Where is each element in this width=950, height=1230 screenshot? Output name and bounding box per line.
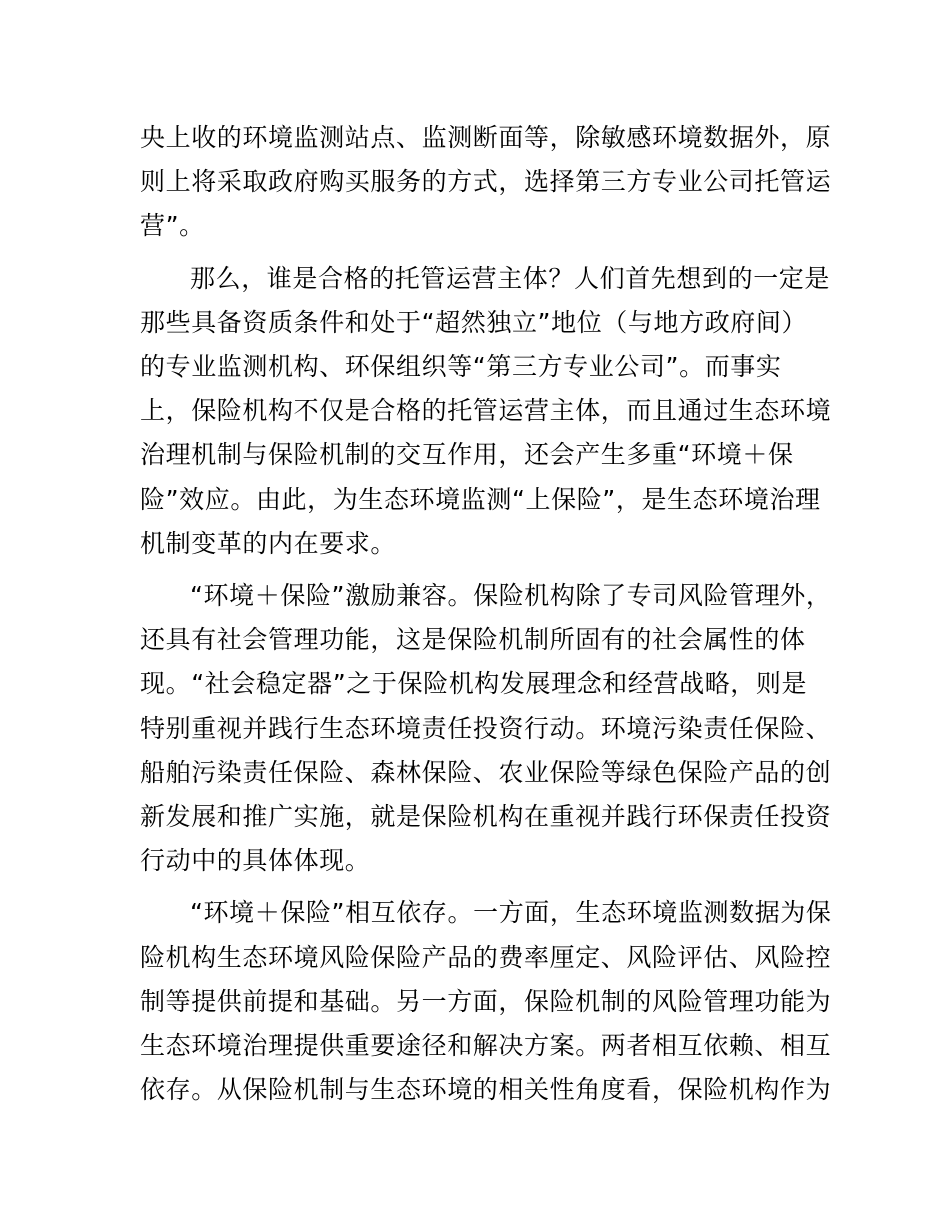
text-line: 营”。 [140, 211, 205, 241]
text-line: 险机构生态环境风险保险产品的费率厘定、风险评估、风险控 [140, 942, 832, 972]
text-line: 机制变革的内在要求。 [140, 528, 397, 558]
text-line: 现。“社会稳定器”之于保险机构发展理念和经营战略，则是 [140, 669, 808, 699]
text-line: 制等提供前提和基础。另一方面，保险机制的风险管理功能为 [140, 986, 832, 1016]
text-line: 还具有社会管理功能，这是保险机制所固有的社会属性的体 [140, 625, 806, 655]
text-line: 那些具备资质条件和处于“超然独立”地位（与地方政府间） [140, 307, 808, 337]
text-line: 那么，谁是合格的托管运营主体？人们首先想到的一定是 [190, 263, 831, 293]
text-line: 特别重视并践行生态环境责任投资行动。环境污染责任保险、 [140, 713, 832, 743]
text-line: 险”效应。由此，为生态环境监测“上保险”，是生态环境治理 [140, 484, 821, 514]
text-line: 央上收的环境监测站点、监测断面等，除敏感环境数据外，原 [140, 123, 832, 152]
paragraph-3 [140, 574, 832, 883]
text-line: 上，保险机构不仅是合格的托管运营主体，而且通过生态环境 [140, 396, 832, 426]
text-line: “环境＋保险”相互依存。一方面，生态环境监测数据为保 [190, 898, 832, 928]
text-line: 船舶污染责任保险、森林保险、农业保险等绿色保险产品的创 [140, 757, 832, 787]
text-line: 行动中的具体体现。 [140, 846, 371, 876]
text-line: 新发展和推广实施，就是保险机构在重视并践行环保责任投资 [140, 802, 832, 832]
text-line: 则上将采取政府购买服务的方式，选择第三方专业公司托管运 [140, 167, 832, 197]
paragraph-1 [140, 116, 832, 249]
text-line: 治理机制与保险机制的交互作用，还会产生多重“环境＋保 [140, 440, 794, 470]
text-line: 依存。从保险机制与生态环境的相关性角度看，保险机构作为 [140, 1075, 832, 1105]
text-line: 的专业监测机构、环保组织等“第三方专业公司”。而事实 [140, 352, 782, 382]
paragraph-4 [140, 891, 832, 1112]
text-line: “环境＋保险”激励兼容。保险机构除了专司风险管理外， [190, 581, 832, 611]
text-line: 生态环境治理提供重要途径和解决方案。两者相互依赖、相互 [140, 1031, 832, 1061]
paragraph-2 [140, 257, 832, 566]
